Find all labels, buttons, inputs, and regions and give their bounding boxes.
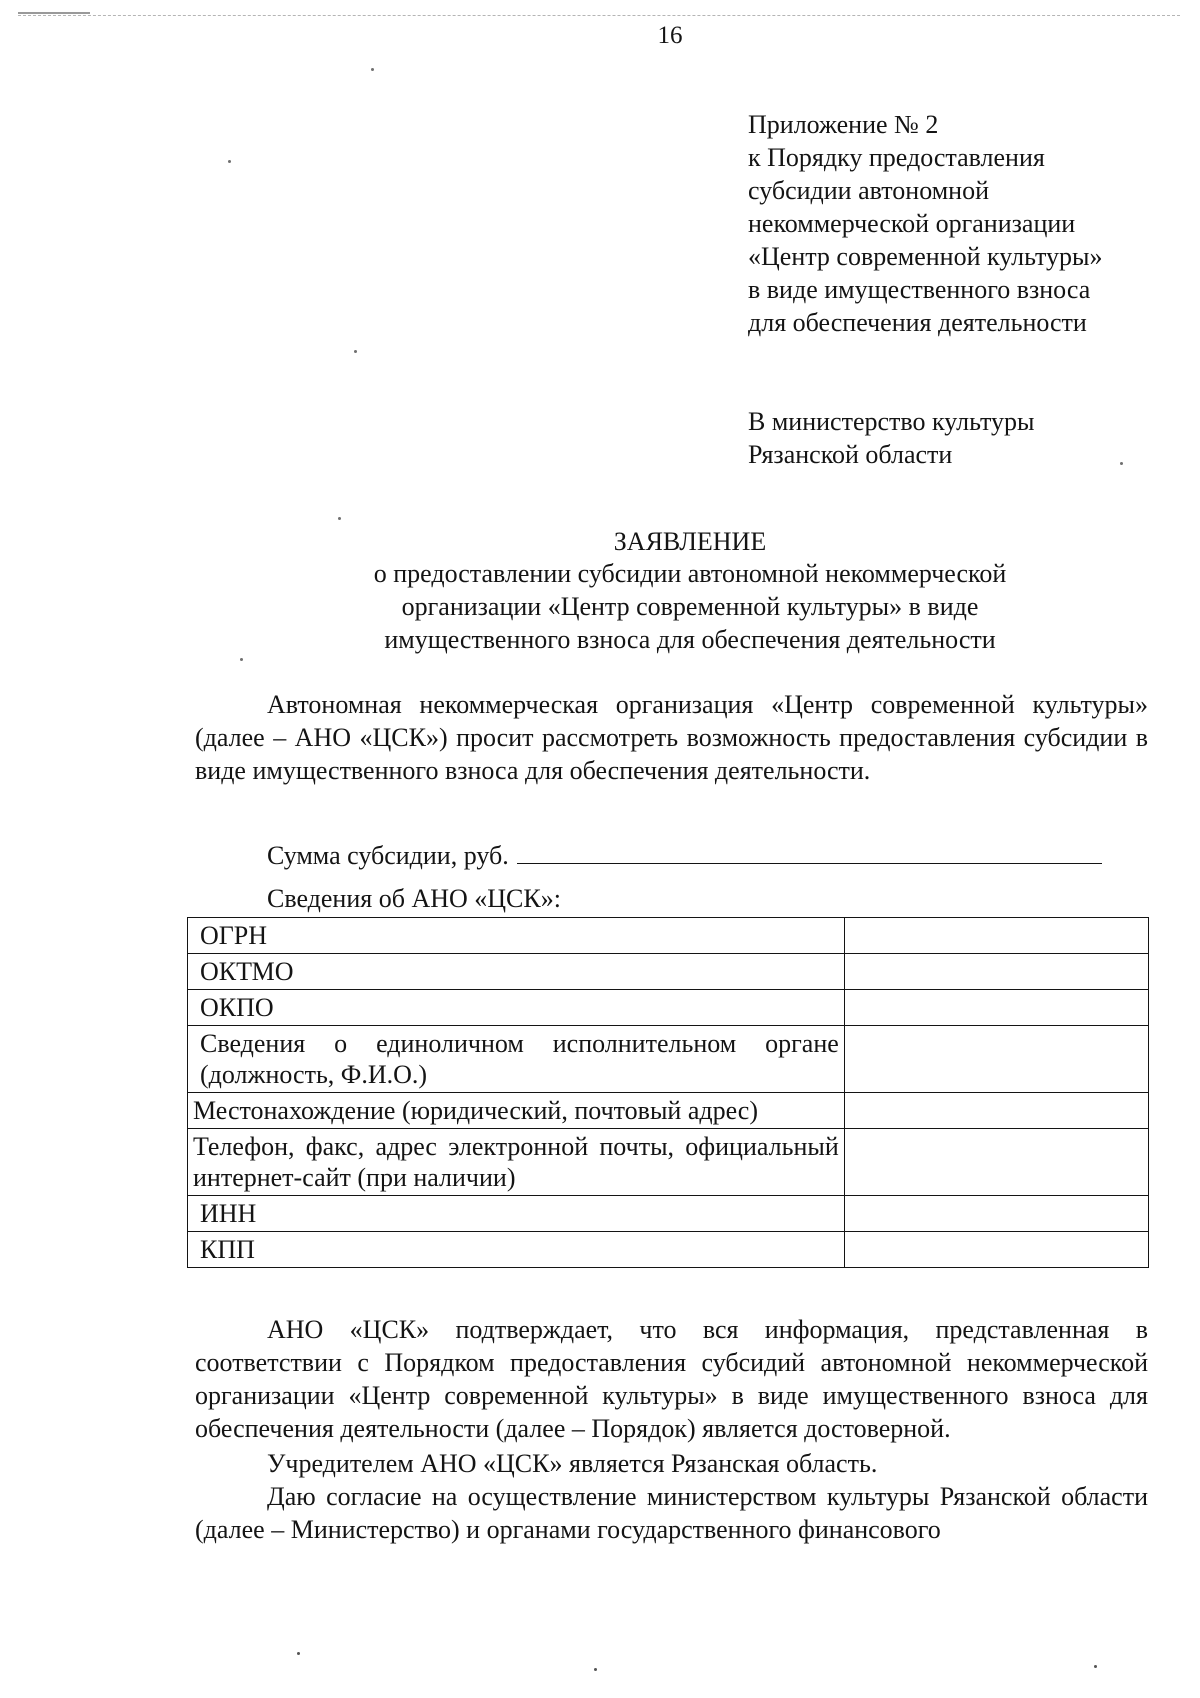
table-cell-value[interactable] <box>844 1196 1148 1232</box>
appendix-line: Приложение № 2 <box>748 110 939 139</box>
table-cell-label: КПП <box>188 1232 845 1268</box>
table-cell-label: ОГРН <box>188 918 845 954</box>
table-cell-label: ИНН <box>188 1196 845 1232</box>
founder-paragraph: Учредителем АНО «ЦСК» является Рязанская область. <box>267 1449 878 1478</box>
table-cell-label: ОКТМО <box>188 954 845 990</box>
table-cell-label: ОКПО <box>188 990 845 1026</box>
scan-speck <box>338 517 341 520</box>
table-cell-value[interactable] <box>844 1232 1148 1268</box>
subtitle-line: организации «Центр современной культуры» в виде <box>401 592 979 621</box>
scan-speck <box>1120 462 1123 465</box>
table-cell-value[interactable] <box>844 918 1148 954</box>
table-cell-label: Телефон, факс, адрес электронной почты, официальный интернет-сайт (при наличии) <box>188 1129 845 1196</box>
scan-speck <box>297 1652 300 1655</box>
table-row <box>188 1129 1149 1196</box>
table-row <box>188 990 1149 1026</box>
scan-speck <box>1094 1665 1097 1668</box>
page-number: 16 <box>657 22 683 49</box>
scan-speck <box>240 658 243 661</box>
request-paragraph: Автономная некоммерческая организация «Центр современной культуры» (далее – АНО «ЦСК») просит рассмотреть возможность предоставления субсидии в виде имущественного взноса для обеспечения деятельности. <box>195 690 1148 785</box>
confirm-paragraph: АНО «ЦСК» подтверждает, что вся информация, представленная в соответствии с Порядком предоставления субсидий автономной некоммерческой организации «Центр современной культуры» в виде имущественного взноса для обеспечения деятельности (далее – Порядок) является достоверной. <box>195 1315 1148 1443</box>
info-table <box>187 917 1149 1268</box>
appendix-line: к Порядку предоставления <box>748 143 1045 172</box>
subtitle-line: о предоставлении субсидии автономной некоммерческой <box>373 559 1007 588</box>
scan-edge-line <box>18 15 1180 16</box>
document-title: ЗАЯВЛЕНИЕ <box>613 527 767 556</box>
consent-paragraph: Даю согласие на осуществление министерством культуры Рязанской области (далее – Министерство) и органами государственного финансового <box>195 1482 1148 1544</box>
subtitle-line: имущественного взноса для обеспечения деятельности <box>384 625 996 654</box>
table-cell-value[interactable] <box>844 1093 1148 1129</box>
scan-speck <box>594 1668 597 1671</box>
scan-speck <box>371 68 374 71</box>
table-row <box>188 918 1149 954</box>
table-row <box>188 954 1149 990</box>
table-row <box>188 1093 1149 1129</box>
table-row <box>188 1232 1149 1268</box>
appendix-header <box>748 108 1102 339</box>
addressee-block <box>748 405 1034 471</box>
appendix-line: «Центр современной культуры» <box>748 242 1103 271</box>
table-cell-value[interactable] <box>844 1026 1148 1093</box>
appendix-line: в виде имущественного взноса <box>748 275 1091 304</box>
info-section-label: Сведения об АНО «ЦСК»: <box>267 884 561 913</box>
appendix-line: субсидии автономной <box>748 176 989 205</box>
addressee-line: В министерство культуры <box>748 407 1035 436</box>
table-cell-value[interactable] <box>844 1129 1148 1196</box>
document-subtitle <box>190 557 1190 656</box>
table-row <box>188 1026 1149 1093</box>
subsidy-sum-field[interactable] <box>517 839 1102 864</box>
table-cell-value[interactable] <box>844 954 1148 990</box>
subsidy-sum-label: Сумма субсидии, руб. <box>267 841 509 870</box>
appendix-line: некоммерческой организации <box>748 209 1076 238</box>
appendix-line: для обеспечения деятельности <box>748 308 1087 337</box>
table-cell-label: Сведения о единоличном исполнительном органе (должность, Ф.И.О.) <box>188 1026 845 1093</box>
table-row <box>188 1196 1149 1232</box>
table-cell-value[interactable] <box>844 990 1148 1026</box>
scan-artifact <box>18 12 90 26</box>
addressee-line: Рязанской области <box>748 440 953 469</box>
table-cell-label: Местонахождение (юридический, почтовый адрес) <box>188 1093 845 1129</box>
scan-speck <box>228 160 231 163</box>
scan-speck <box>354 350 357 353</box>
subsidy-sum-row <box>267 839 1130 872</box>
